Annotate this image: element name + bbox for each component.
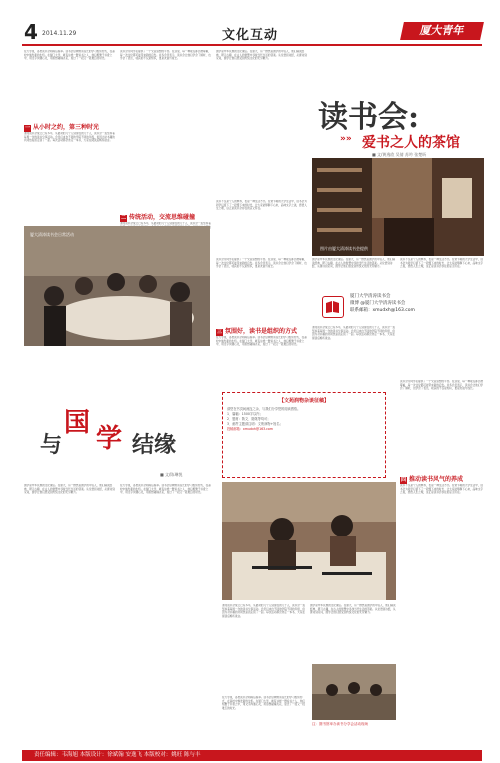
subhead-marker: 四 [400,477,406,483]
subhead-1-label: 从小时之约，第三种时光 [33,124,100,131]
subhead-marker: 二 [120,215,126,221]
article-text-col-1: 在大学里，各类读书会如雨后春笋。读书会这种源远流长的学习组织形式，在高校中焕发新的生机。在厦门大学，就有这样一群爱书之人，他们相聚于书香之中，用文字沟通心灵，用思想碰撞火花，度过了一段又一段难忘的时光。 [24,50,115,61]
footer-bar [22,750,482,761]
calligraphy-illustration [222,482,396,600]
section-title: 文化互动 [222,28,279,43]
page-number: 4 [24,20,38,44]
article-text-col-5: 国学是中华民族的文化瑰宝。在厦大，有一群热爱国学的年轻人，他们诵读经典，研习古籍，在古人的智慧中寻找当代生活的答案。从论语到诗经，从唐诗到宋词，国学让他们感受到传统文化的无穷魅力。 [312,258,395,269]
notice-item-2: 2．题材：散文、随笔等均可； [227,417,271,421]
title-arrows: »» [340,134,352,144]
club-name: 厦门大学清涛读书会 [350,294,391,299]
calligraphy-photo [222,482,396,600]
feature-title: 读书会: [318,100,420,135]
notice-body: 请您在书页间流连之余，与我们分享您的阅读感悟。 [227,407,301,411]
subhead-4-label: 推动读书风气的养成 [409,476,464,483]
article-text-col-4b: 在大学里，各类读书会如雨后春笋。读书会这种源远流长的学习组织形式，在高校中焕发新的生机。在厦门大学，就有这样一群爱书之人，他们相聚于书香之中，用文字沟通心灵，用思想碰撞火花，度过了一段又一段难忘的时光。 [216,336,307,347]
guoxue-byline: ■ 文/陈琳悦 [160,472,183,477]
article-text-col-3b: 读书不仅是个人的修养，也是一种生活方式。在快节奏的大学生活中，读书会为同学们留下了一段慢下来的时光，让大家能够静下心来，品味文字之美，感悟人生之理，这正是读书会存在的意义所在。 [216,200,307,211]
article-text-col-9: 在大学里，各类读书会如雨后春笋。读书会这种源远流长的学习组织形式，在高校中焕发新的生机。在厦门大学，就有这样一群爱书之人，他们相聚于书香之中，用文字沟通心灵，用思想碰撞火花，度过了一段又一段难忘的时光。 [222,696,305,710]
subhead-4 [400,474,463,484]
guoxue-title-c: 学 [96,424,123,454]
notice-item-4: 投稿邮箱：xmudxh@163.com [227,427,273,431]
article-text-col-5b: 清涛读书会成立已有多年，从最初的几个人到现在的几十人，读书会一直坚持着每周一次的读书分享活动。会员们来自不同的学院不同的年级，但因为对书籍的共同热爱而走到了一起。每次活动都会选定一本书，大家在阅读后畅所欲言。 [312,326,395,340]
reading-room-photo [312,158,484,256]
meeting-photo-caption: 厦大清涛读书会日常活动 [30,232,74,237]
article-text-col-2b: 清涛读书会成立已有多年，从最初的几个人到现在的几十人，读书会一直坚持着 [120,222,211,225]
notice-item-1: 1．篇幅：1500字以内； [227,412,263,416]
club-logo [322,296,344,318]
article-text-col-8: 国学是中华民族的文化瑰宝。在厦大，有一群热爱国学的年轻人，他们诵读经典，研习古籍，在古人的智慧中寻找当代生活的答案。从论语到诗经，从唐诗到宋词，国学让他们感受到传统文化的无穷魅力。 [310,604,396,615]
article-text-col-6b: 读书会为同学们提供了一个交流思想的平台。在这里，每一种观点都会被尊重，每一次讨论都可能带来新的启发。许多会员表示，读书会让他们学会了倾听，也学会了表达，收获的不仅是知识，更是友谊与成长。 [400,380,483,391]
sharing-event-illustration [312,664,396,720]
club-weibo: 微博 @厦门大学清涛读书会 [350,301,406,306]
subhead-marker: 一 [24,125,30,131]
reading-room-caption: 图片由厦大清涛读书会提供 [320,246,368,251]
article-text-col-6c: 读书不仅是个人的修养，也是一种生活方式。在快节奏的大学生活中，读书会为同学们留下了一段慢下来的时光，让大家能够静下心来，品味文字之美，感悟人生之理，这正是读书会存在的意义所在。 [400,484,483,495]
guoxue-title [40,400,210,470]
feature-byline: ■ 文/黄逸欣 吴倩 苏吟 张楚昕 [372,152,427,157]
guoxue-title-d: 结缘 [132,432,177,458]
page-date: 2014.11.29 [42,30,77,37]
sharing-event-photo [312,664,396,720]
article-text-col-2: 读书会为同学们提供了一个交流思想的平台。在这里，每一种观点都会被尊重，每一次讨论都可能带来新的启发。许多会员表示，读书会让他们学会了倾听，也学会了表达，收获的不仅是知识，更是友谊与成长。 [120,50,211,61]
reading-room-illustration [312,158,484,256]
meeting-illustration [24,226,210,346]
guoxue-text-col-1: 国学是中华民族的文化瑰宝。在厦大，有一群热爱国学的年轻人，他们诵读经典，研习古籍，在古人的智慧中寻找当代生活的答案。从论语到诗经，从唐诗到宋词，国学让他们感受到传统文化的无穷魅力。 [24,484,115,495]
guoxue-text-col-2: 在大学里，各类读书会如雨后春笋。读书会这种源远流长的学习组织形式，在高校中焕发新的生机。在厦门大学，就有这样一群爱书之人，他们相聚于书香之中，用文字沟通心灵，用思想碰撞火花，度过了一段又一段难忘的时光。 [120,484,211,495]
sharing-event-caption: 注：图书馆举办读书分享会活动现场 [312,722,368,726]
article-text-col-3: 国学是中华民族的文化瑰宝。在厦大，有一群热爱国学的年轻人，他们诵读经典，研习古籍，在古人的智慧中寻找当代生活的答案。从论语到诗经，从唐诗到宋词，国学让他们感受到传统文化的无穷魅力。 [216,50,307,61]
subhead-3-label: 氛围好，读书是组织的方式 [225,328,298,335]
article-text-col-4: 读书会为同学们提供了一个交流思想的平台。在这里，每一种观点都会被尊重，每一次讨论都可能带来新的启发。许多会员表示，读书会让他们学会了倾听，也学会了表达，收获的不仅是知识，更是友谊与成长。 [216,258,307,269]
guoxue-title-b: 国 [64,408,91,438]
subhead-1 [24,122,99,132]
subhead-2 [120,212,195,222]
brand-label: 厦大青年 [418,24,466,37]
book-icon [323,297,342,316]
meeting-photo [24,226,210,346]
club-email: 联系邮箱：xmudxh@163.com [350,308,415,313]
article-text-col-6: 读书不仅是个人的修养，也是一种生活方式。在快节奏的大学生活中，读书会为同学们留下了一段慢下来的时光，让大家能够静下心来，品味文字之美，感悟人生之理，这正是读书会存在的意义所在。 [400,258,483,269]
notice-box [222,392,386,478]
footer-credits: 责任编辑：韦海旭 本版设计：徐斌翰 安逸飞 本版校对：姚旺 陈与丰 [34,752,201,758]
subhead-marker: 三 [216,329,222,335]
article-text-col-7: 清涛读书会成立已有多年，从最初的几个人到现在的几十人，读书会一直坚持着每周一次的读书分享活动。会员们来自不同的学院不同的年级，但因为对书籍的共同热爱而走到了一起。每次活动都会选定一本书，大家在阅读后畅所欲言。 [222,604,305,618]
subhead-3 [216,326,297,336]
brand-logo [400,22,484,40]
article-text-col-1b: 清涛读书会成立已有多年，从最初的几个人到现在的几十人，读书会一直坚持着每周一次的读书分享活动。会员们来自不同的学院不同的年级，但因为对书籍的共同热爱而走到了一起。每次活动都会选定一本书，大家在阅读后畅所欲言。 [24,132,115,143]
notice-title: 【文苑润物杂谈征稿】 [278,398,329,404]
header-rule [22,44,482,46]
feature-subtitle: 爱书之人的茶馆 [362,135,460,151]
subhead-2-label: 传统活动，交流思维碰撞 [129,214,196,221]
notice-item-3: 3．邮件主题请注明：文苑润物+姓名； [227,422,283,426]
guoxue-title-a: 与 [40,432,63,458]
